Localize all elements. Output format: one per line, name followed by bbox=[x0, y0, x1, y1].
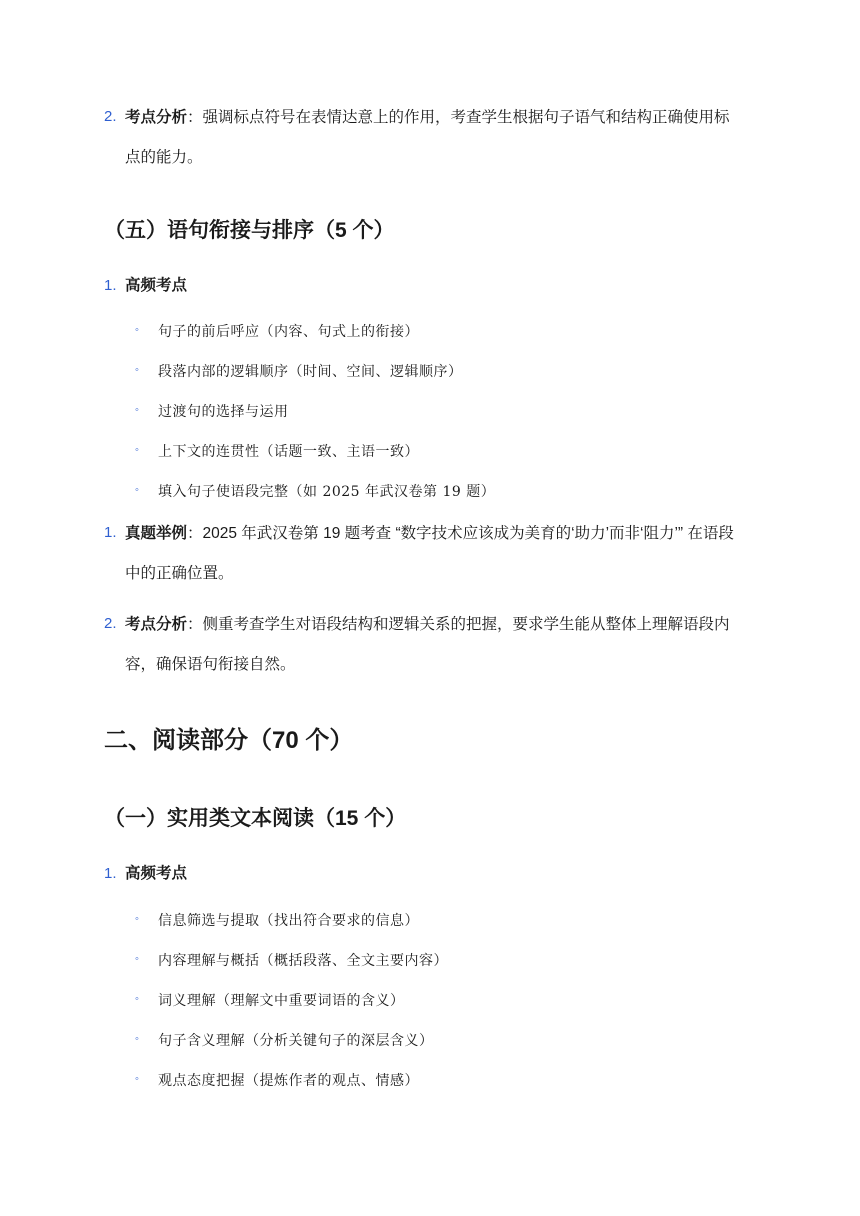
example-text-1: ：2025 年武汉卷第 19 题考查 “数字技术应该成为美育的‘助力’而非‘阻力’” 在语段 bbox=[187, 525, 734, 542]
bullet-icon: ◦ bbox=[135, 364, 139, 376]
bullet-icon: ◦ bbox=[135, 953, 139, 965]
list-item: 句子的前后呼应（内容、句式上的衔接） bbox=[158, 324, 419, 340]
bullet-icon: ◦ bbox=[135, 1033, 139, 1045]
analysis-text-1: ：强调标点符号在表情达意上的作用，考查学生根据句子语气和结构正确使用标 bbox=[187, 109, 730, 126]
analysis-label: 考点分析 bbox=[125, 109, 188, 126]
analysis-paragraph bbox=[125, 98, 755, 178]
high-frequency-label: 高频考点 bbox=[125, 865, 188, 882]
list-item: 词义理解（理解文中重要词语的含义） bbox=[158, 993, 405, 1009]
analysis-text-2: 点的能力。 bbox=[125, 149, 203, 166]
list-number: 2. bbox=[104, 615, 117, 632]
list-number: 1. bbox=[104, 865, 117, 882]
list-item: 观点态度把握（提炼作者的观点、情感） bbox=[158, 1073, 419, 1089]
bullet-icon: ◦ bbox=[135, 993, 139, 1005]
list-number: 2. bbox=[104, 108, 117, 125]
bullet-icon: ◦ bbox=[135, 444, 139, 456]
list-item: 上下文的连贯性（话题一致、主语一致） bbox=[158, 444, 419, 460]
high-frequency-label: 高频考点 bbox=[125, 277, 188, 294]
section-heading: （五）语句衔接与排序（5 个） bbox=[104, 219, 395, 242]
example-label: 真题举例 bbox=[125, 525, 188, 542]
analysis-label: 考点分析 bbox=[125, 616, 188, 633]
list-item: 段落内部的逻辑顺序（时间、空间、逻辑顺序） bbox=[158, 364, 463, 380]
bullet-icon: ◦ bbox=[135, 913, 139, 925]
list-item: 信息筛选与提取（找出符合要求的信息） bbox=[158, 913, 419, 929]
list-item: 句子含义理解（分析关键句子的深层含义） bbox=[158, 1033, 434, 1049]
analysis-text-1: ：侧重考查学生对语段结构和逻辑关系的把握，要求学生能从整体上理解语段内 bbox=[187, 616, 730, 633]
bullet-icon: ◦ bbox=[135, 484, 139, 496]
list-number: 1. bbox=[104, 524, 117, 541]
example-paragraph bbox=[125, 514, 755, 594]
list-item: 内容理解与概括（概括段落、全文主要内容） bbox=[158, 953, 448, 969]
bullet-icon: ◦ bbox=[135, 1073, 139, 1085]
part-heading: 二、阅读部分（70 个） bbox=[104, 727, 354, 754]
example-text-2: 中的正确位置。 bbox=[125, 565, 234, 582]
analysis-paragraph bbox=[125, 605, 755, 685]
list-item: 填入句子使语段完整（如 2025 年武汉卷第 19 题） bbox=[158, 484, 496, 500]
analysis-text-2: 容，确保语句衔接自然。 bbox=[125, 656, 296, 673]
list-item: 过渡句的选择与运用 bbox=[158, 404, 289, 420]
section-heading: （一）实用类文本阅读（15 个） bbox=[104, 807, 407, 830]
bullet-icon: ◦ bbox=[135, 324, 139, 336]
list-number: 1. bbox=[104, 277, 117, 294]
bullet-icon: ◦ bbox=[135, 404, 139, 416]
